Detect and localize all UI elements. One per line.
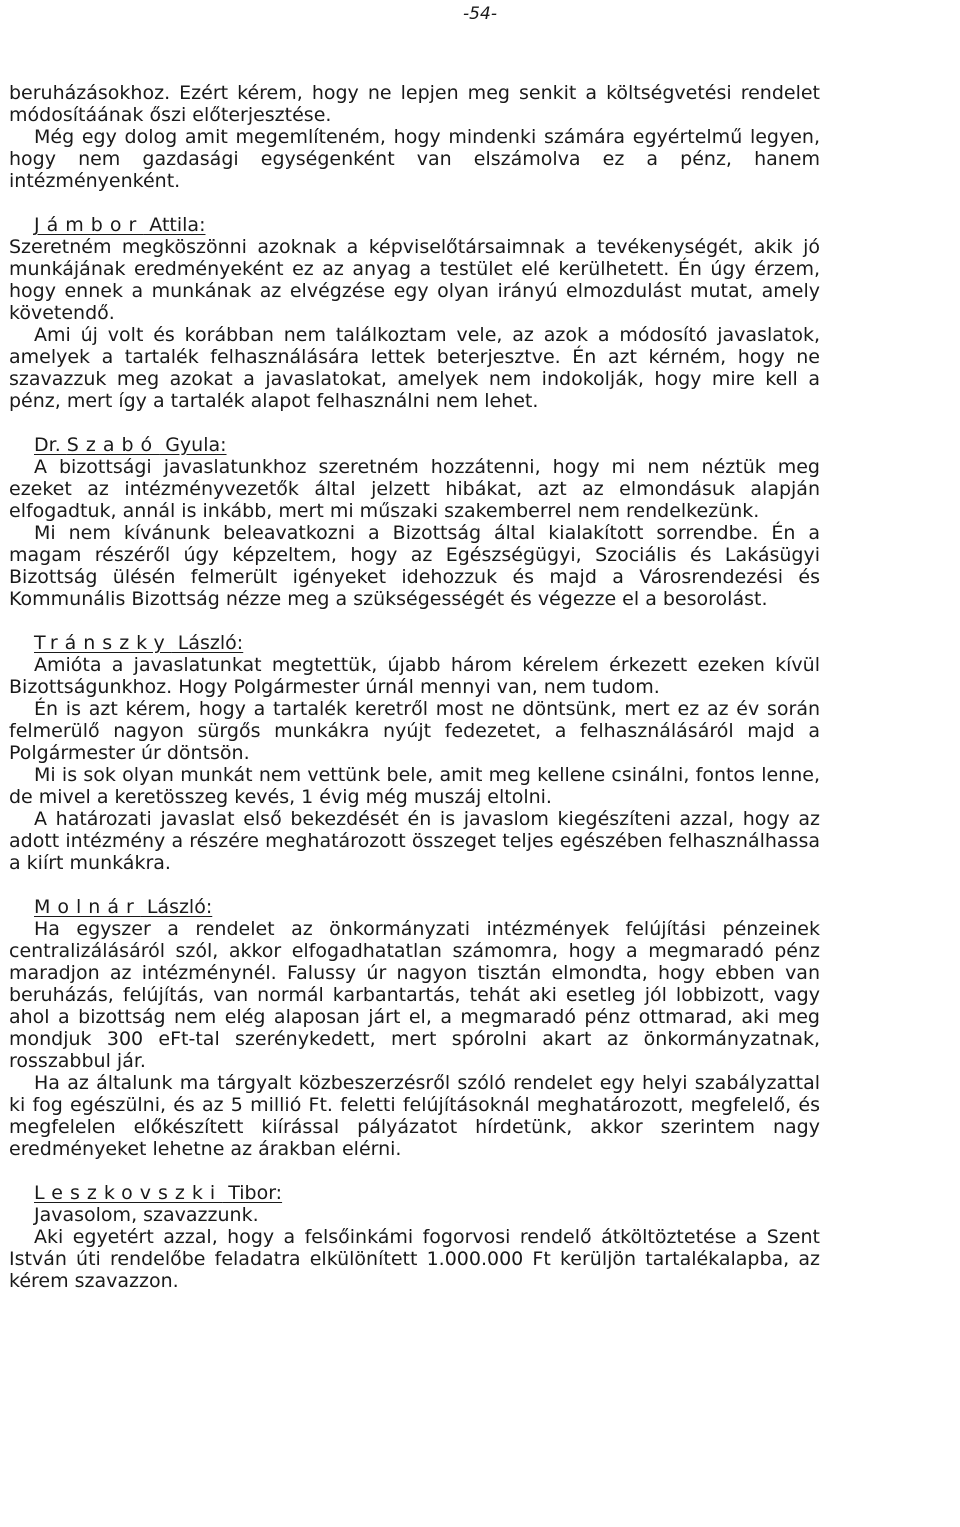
speaker-name: Molnár László: bbox=[34, 896, 213, 918]
speaker-name: Leszkovszki Tibor: bbox=[34, 1182, 283, 1204]
speaker-name: Jámbor Attila: bbox=[34, 214, 206, 236]
page-number: -54- bbox=[463, 4, 497, 24]
paragraph: A határozati javaslat első bekezdését én is javaslom kiegészíteni azzal, hogy az adott intézmény a részére meghatározott összeget teljes egészében felhasználhassa a kiírt munkákra. bbox=[9, 808, 820, 874]
paragraph: Én is azt kérem, hogy a tartalék keretről most ne döntsünk, mert ez az év során felmerülő nagyon sürgős munkákra nyújt fedezetet, a felhasználásáról majd a Polgármester úr döntsön. bbox=[9, 698, 820, 764]
paragraph: A bizottsági javaslatunkhoz szeretném hozzátenni, hogy mi nem néztük meg ezeket az intézményvezetők által jelzett hibákat, azt az elmondásuk alapján elfogadtuk, annál is inkább, mert mi műszaki szakemberrel nem rendelkezünk. bbox=[9, 456, 820, 522]
document-body bbox=[9, 82, 820, 1292]
speech-jambor-attila bbox=[9, 214, 820, 412]
speech-transzky-laszlo bbox=[9, 632, 820, 874]
speaker-name: Tránszky László: bbox=[34, 632, 244, 654]
speech-szabo-gyula bbox=[9, 434, 820, 610]
paragraph: Mi nem kívánunk beleavatkozni a Bizottság által kialakított sorrendbe. Én a magam részéről úgy képzeltem, hogy az Egészségügyi, Szociális és Lakásügyi Bizottság ülésén felmerült igényeket idehozzuk és majd a Városrendezési és Kommunális Bizottság nézze meg a szükségességét és végezze el a besorolást. bbox=[9, 522, 820, 610]
paragraph: beruházásokhoz. Ezért kérem, hogy ne lepjen meg senkit a költségvetési rendelet módosítáának őszi előterjesztése. bbox=[9, 82, 820, 126]
speech-molnar-laszlo bbox=[9, 896, 820, 1160]
paragraph: Szeretném megköszönni azoknak a képviselőtársaimnak a tevékenységét, akik jó munkájának eredményeként ez az anyag a testület elé kerülhetett. Én úgy érzem, hogy ennek a munkának az elvégzése egy olyan irányú elmozdulást mutat, amely követendő. bbox=[9, 236, 820, 324]
speaker-name: Dr. Szabó Gyula: bbox=[34, 434, 227, 456]
paragraph: Ha egyszer a rendelet az önkormányzati intézmények felújítási pénzeinek centralizálásáról szól, akkor elfogadhatatlan számomra, hogy a megmaradó pénz maradjon az intézménynél. Falussy úr nagyon tisztán elmondta, hogy ebben van beruházás, felújítás, van normál karbantartás, tehát aki esetleg jól lobbizott, vagy ahol a bizottság nem elég alaposan járt el, a megmaradó pénz ottmarad, aki meg mondjuk 300 eFt-tal szerénykedett, mert spórolni akart az önkormányzatnak, rosszabbul jár. bbox=[9, 918, 820, 1072]
paragraph: Javasolom, szavazzunk. bbox=[34, 1204, 259, 1226]
paragraph: Amióta a javaslatunkat megtettük, újabb három kérelem érkezett ezeken kívül Bizottságunkhoz. Hogy Polgármester úrnál mennyi van, nem tudom. bbox=[9, 654, 820, 698]
paragraph: Még egy dolog amit megemlíteném, hogy mindenki számára egyértelmű legyen, hogy nem gazdasági egységenként van elszámolva ez a pénz, hanem intézményenként. bbox=[9, 126, 820, 192]
paragraph: Ha az általunk ma tárgyalt közbeszerzésről szóló rendelet egy helyi szabályzattal ki fog egészülni, és az 5 millió Ft. feletti felújításoknál meghatározott, megfelelő, és megfelelen előkészített kiírással pályázatot hírdetünk, akkor szerintem nagy eredményeket lehetne az árakban elérni. bbox=[9, 1072, 820, 1160]
paragraph: Mi is sok olyan munkát nem vettünk bele, amit meg kellene csinálni, fontos lenne, de mivel a keretösszeg kevés, 1 évig még muszáj eltolni. bbox=[9, 764, 820, 808]
paragraph: Aki egyetért azzal, hogy a felsőinkámi fogorvosi rendelő átköltöztetése a Szent István úti rendelőbe feladatra elkülönített 1.000.000 Ft kerüljön tartalékalapba, az kérem szavazzon. bbox=[9, 1226, 820, 1292]
paragraph: Ami új volt és korábban nem találkoztam vele, az azok a módosító javaslatok, amelyek a tartalék felhasználására lettek beterjesztve. Én azt kérném, hogy ne szavazzuk meg azokat a javaslatokat, amelyek nem indokolják, hogy mire kell a pénz, mert így a tartalék alapot felhasználni nem lehet. bbox=[9, 324, 820, 412]
speech-leszkovszki-tibor bbox=[9, 1182, 820, 1292]
